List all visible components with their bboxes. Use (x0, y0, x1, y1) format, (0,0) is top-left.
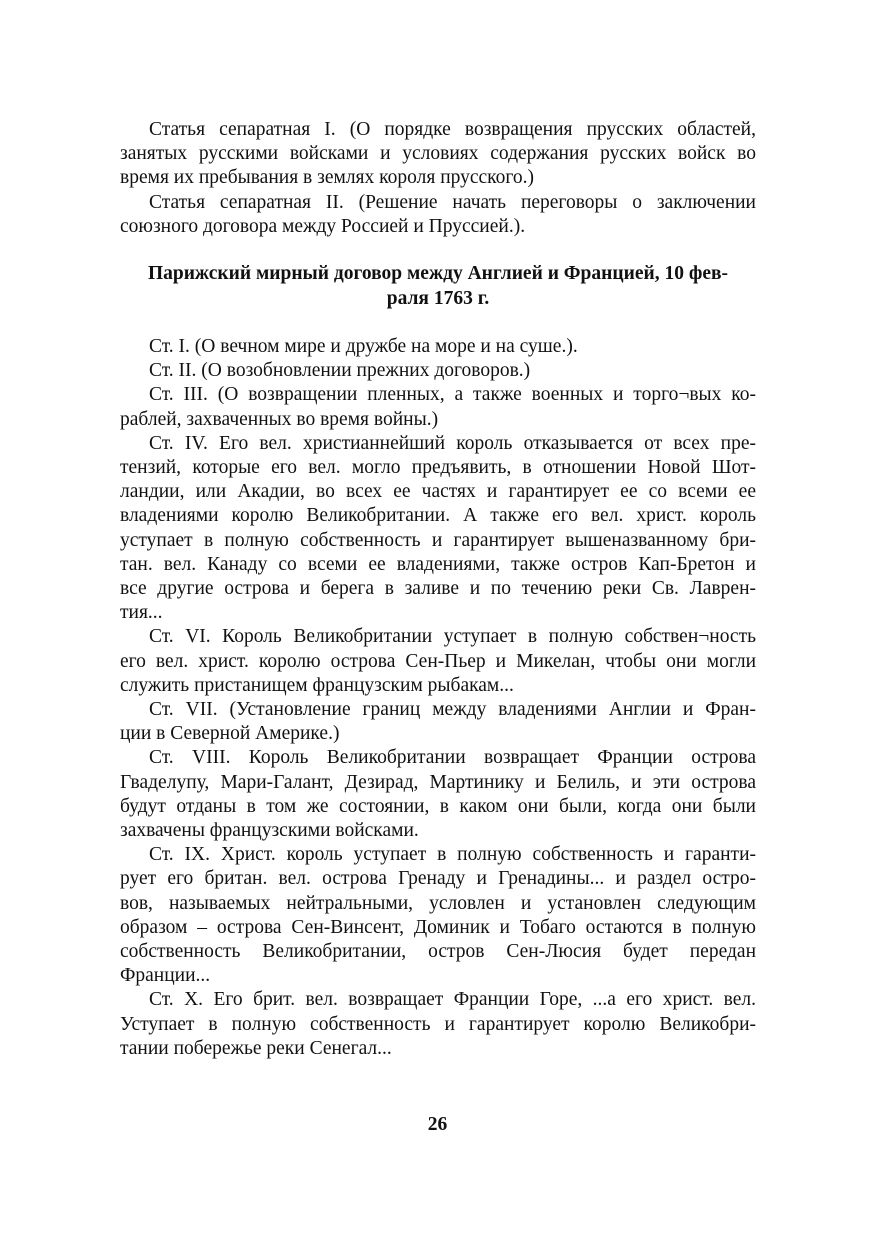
text-line: Уступает в полную собственность и гарантирует королю Великобри- (120, 1013, 756, 1035)
text-line: собственность Великобритании, остров Сен-Люсия будет передан (120, 941, 756, 963)
text-line: Ст. II. (О возобновлении прежних договоров.) (149, 360, 531, 382)
text-line: Ст. I. (О вечном мире и дружбе на море и на суше.). (149, 336, 578, 357)
treaty-article-8 (120, 843, 756, 988)
text-line: Ст. IV. Его вел. христианнейший король отказывается от всех пре- (149, 432, 756, 454)
page-number: 26 (427, 1114, 448, 1135)
treaty-article-6 (120, 698, 756, 746)
text-line: рует его британ. вел. острова Гренаду и Гренадины... и раздел остро- (120, 868, 756, 890)
treaty-article-2 (120, 359, 756, 383)
text-line: ции в Северной Америке.) (120, 723, 340, 745)
text-line: будут отданы в том же состоянии, в каком они были, когда они были (120, 795, 756, 817)
separate-article-2 (120, 191, 756, 239)
text-line: занятых русскими войсками и условиях содержания русских войск во (120, 143, 756, 165)
treaty-article-3 (120, 383, 756, 431)
treaty-article-1 (120, 335, 756, 359)
text-line: ландии, или Акадии, во всех ее частях и гарантирует ее со всеми ее (120, 481, 756, 503)
text-line: Гваделупу, Мари-Галант, Дезирад, Мартинику и Белиль, и эти острова (120, 771, 756, 793)
section-heading (120, 262, 756, 311)
text-line: уступает в полную собственность и гарантирует вышеназванному бри- (120, 529, 756, 551)
treaty-article-9 (120, 988, 756, 1061)
text-line: захвачены французскими войсками. (120, 820, 419, 842)
text-line: Ст. III. (О возвращении пленных, а также военных и торго¬вых ко- (149, 384, 756, 406)
separate-article-1 (120, 118, 756, 191)
heading-line: раля 1763 г. (386, 287, 490, 309)
text-line: союзного договора между Россией и Пруссией.). (120, 215, 526, 237)
text-line: образом – острова Сен-Винсент, Доминик и Тобаго остаются в полную (120, 916, 756, 938)
text-line: Статья сепаратная II. (Решение начать переговоры о заключении (149, 191, 756, 213)
text-line: Ст. VIII. Король Великобритании возвращает Франции острова (149, 747, 756, 769)
text-line: Ст. VII. (Установление границ между владениями Англии и Фран- (149, 699, 756, 721)
text-line: его вел. христ. королю острова Сен-Пьер и Микелан, чтобы они могли (120, 650, 756, 672)
heading-line: Парижский мирный договор между Англией и Францией, 10 фев- (147, 263, 729, 284)
treaty-article-5 (120, 625, 756, 698)
text-line: служить пристанищем французским рыбакам... (120, 674, 514, 696)
text-line: Статья сепаратная I. (О порядке возвращения прусских областей, (149, 119, 756, 140)
text-line: Ст. IX. Христ. король уступает в полную собственность и гаранти- (149, 844, 756, 866)
text-line: вов, называемых нейтральными, условлен и установлен следующим (120, 892, 756, 914)
text-line: Ст. X. Его брит. вел. возвращает Франции Горе, ...а его христ. вел. (149, 989, 756, 1011)
separate-articles-section (120, 118, 756, 239)
text-line: все другие острова и берега в заливе и по течению реки Св. Лаврен- (120, 578, 756, 600)
text-line: Франции... (120, 965, 211, 987)
text-line: раблей, захваченных во время войны.) (120, 408, 439, 430)
text-line: тензий, которые его вел. могло предъявить, в отношении Новой Шот- (120, 457, 756, 479)
text-line: Ст. VI. Король Великобритании уступает в полную собствен¬ность (149, 626, 756, 648)
text-line: владениями королю Великобритании. А также его вел. христ. король (120, 505, 756, 527)
text-line: тия... (120, 602, 163, 624)
treaty-article-7 (120, 746, 756, 843)
text-line: тании побережье реки Сенегал... (120, 1037, 392, 1059)
text-line: время их пребывания в землях короля прусского.) (120, 167, 535, 189)
treaty-article-4 (120, 432, 756, 626)
treaty-articles-section (120, 335, 756, 1061)
treaty-heading (120, 262, 756, 311)
text-line: тан. вел. Канаду со всеми ее владениями, также остров Кап-Бретон и (120, 553, 756, 575)
